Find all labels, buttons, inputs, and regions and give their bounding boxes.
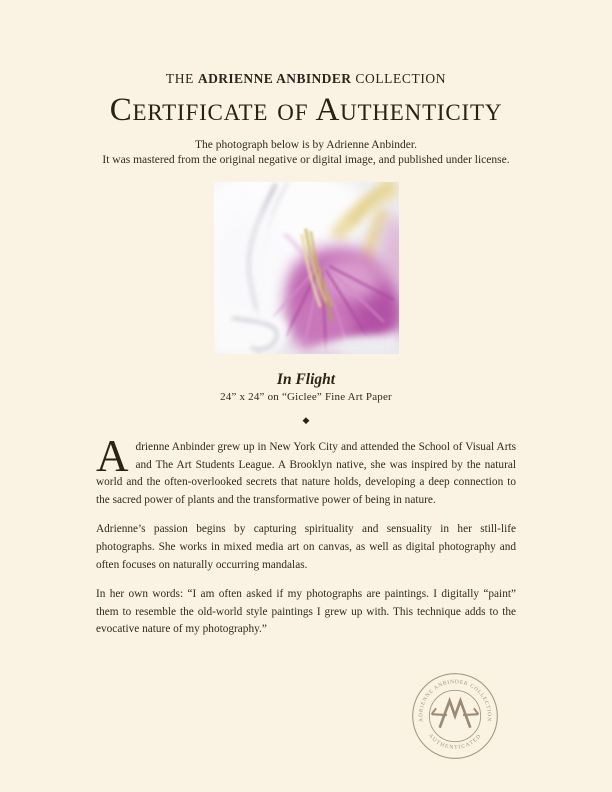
artist-bio [0,431,612,639]
intro-text [0,138,612,168]
collection-header-pre: THE [165,71,194,86]
authenticity-seal-graphic [410,671,500,761]
intro-line-1: The photograph below is by Adrienne Anbinder. [195,139,417,151]
artwork-caption: 24” x 24” on “Giclee” Fine Art Paper [220,391,392,403]
artwork-title: In Flight [276,371,336,388]
section-divider-icon: ◆ [302,415,310,425]
bio-paragraph-3: In her own words: “I am often asked if my photographs are paintings. I digitally “paint” them to resemble the old-world style paintings I grew up with. This technique adds to the evocative nature of my photography.” [96,588,516,636]
artwork-abstract-flower-graphic [214,182,399,354]
authenticity-seal [410,671,500,761]
seal-arc-top-text: ADRIENNE ANBINDER COLLECTION [418,679,492,723]
collection-header-name: ADRIENNE ANBINDER [197,71,352,86]
collection-header [0,0,612,87]
bio-paragraph-2: Adrienne’s passion begins by capturing spirituality and sensuality in her still-life photographs. She works in mixed media art on canvas, as well as digital photography and often focuses on naturally occurring mandalas. [96,523,516,571]
bio-paragraph-1 [96,431,516,509]
seal-monogram-icon [432,701,479,728]
seal-arc-bottom-text: AUTHENTICATED [426,732,484,751]
intro-line-2: It was mastered from the original negative or digital image, and published under license. [102,154,510,166]
page-title: Certificate of Authenticity [109,92,503,128]
collection-header-post: COLLECTION [355,71,447,86]
bio-paragraph-1-text: drienne Anbinder grew up in New York City and attended the School of Visual Arts and The Art Students League. A Brooklyn native, she was inspired by the natural world and the often-overlooked secrets that nature holds, developing a deep connection to the sacred power of plants and the transformative power of being in nature. [96,441,516,506]
artwork-image [214,182,399,354]
dropcap-letter: A [96,431,129,481]
